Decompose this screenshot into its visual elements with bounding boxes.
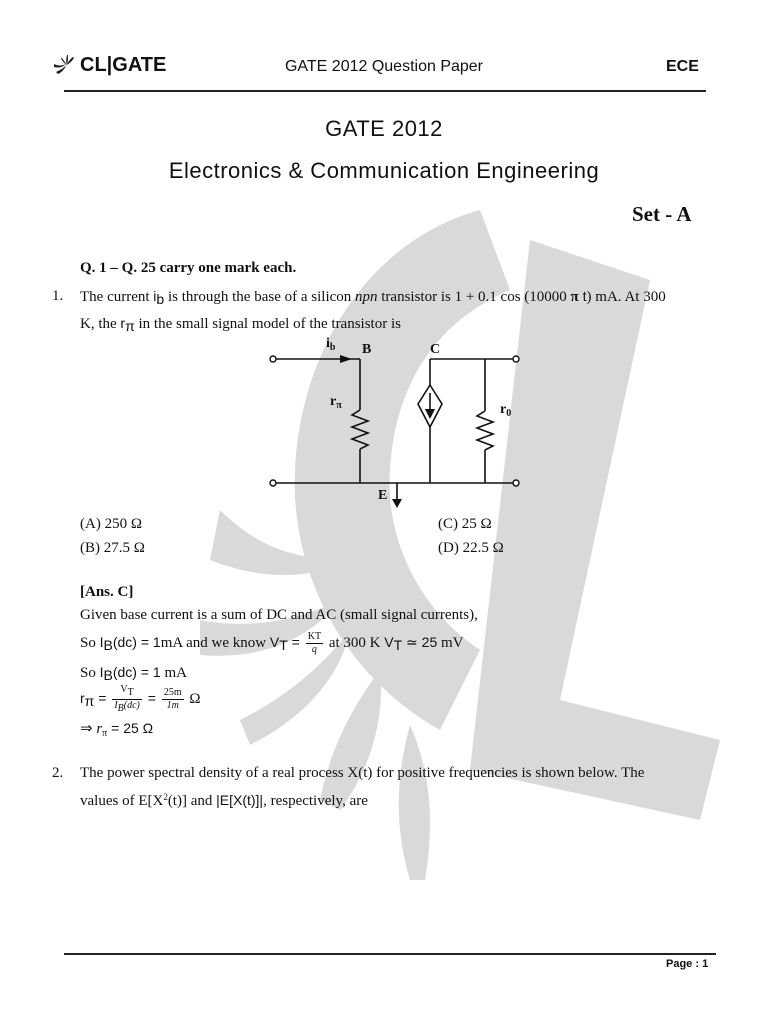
header-title: GATE 2012 Question Paper [284, 58, 484, 75]
q1-solution-line2: So IB(dc) = 1mA and we know VT = $\frac{KT}{q}$ at 300 K VT ≃ 25 mV [80, 631, 464, 656]
circuit-label-b: B [362, 342, 372, 357]
circuit-label-ib: $i_b$ [326, 336, 336, 353]
q2-number: 2. [52, 765, 64, 781]
section-heading: Q. 1 – Q. 25 carry one mark each. [80, 260, 297, 276]
q1-solution-line3: So IB(dc) = 1 mA [80, 664, 187, 683]
logo-text: CL|GATE [80, 53, 167, 76]
circuit-label-c: C [430, 342, 441, 357]
header-rule [64, 90, 706, 92]
page-number: Page : 1 [666, 958, 709, 970]
q2-text: The power spectral density of a real process X(t) for positive frequencies is shown below. The values of $E[X^2(t)]$ and |E[X(t)]|, respectively, are [80, 765, 645, 809]
header-branch: ECE [666, 58, 699, 75]
set-label: Set - A [632, 202, 692, 226]
q1-circuit-diagram [260, 335, 540, 515]
q1-text: The current ib is through the base of a silicon npn transistor is 1 + 0.1 cos (10000 π t) mA. At 300 K, the rπ in the small signal model of the transistor is [80, 288, 666, 334]
q1-option-c: (C) 25 Ω [438, 516, 492, 532]
doc-title: GATE 2012 [325, 116, 443, 141]
circuit-label-e: E [378, 488, 388, 503]
doc-subtitle: Electronics & Communication Engineering [168, 158, 600, 183]
q1-solution-line4: rπ = $\frac{VT}{IB(dc)}$ = $\frac{25m}{1m}$ Ω [80, 684, 201, 714]
q1-answer: [Ans. C] [80, 584, 134, 600]
q1-solution-line5: ⇒ $r_\pi = 25$ Ω [80, 720, 154, 739]
q1-number: 1. [52, 288, 64, 304]
q1-solution-line1: Given base current is a sum of DC and AC (small signal currents), [80, 607, 478, 623]
circuit-label-r0: $r_0$ [500, 402, 512, 419]
q1-option-b: (B) 27.5 Ω [80, 540, 145, 556]
footer-rule [64, 953, 716, 955]
circuit-label-rpi: $r_\pi$ [330, 394, 342, 411]
q1-option-d: (D) 22.5 Ω [438, 540, 504, 556]
q1-option-a: (A) 250 Ω [80, 516, 142, 532]
